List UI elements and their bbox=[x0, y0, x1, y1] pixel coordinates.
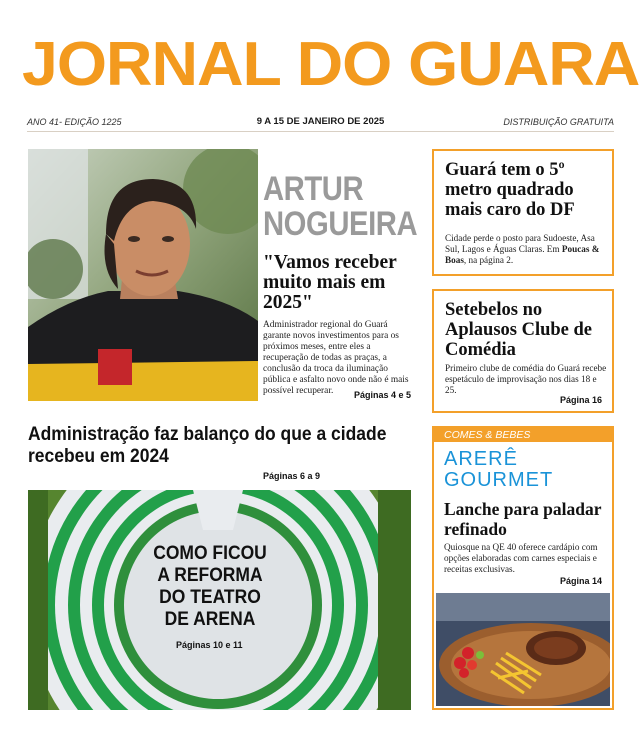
teatro-page-ref[interactable]: Páginas 10 e 11 bbox=[176, 640, 243, 650]
food-box[interactable] bbox=[432, 426, 614, 710]
comedy-box[interactable] bbox=[432, 289, 614, 413]
metro-headline[interactable]: Guará tem o 5º metro quadrado mais caro do DF bbox=[445, 160, 575, 220]
gourmet-brand: ARERÊ GOURMET bbox=[444, 448, 554, 491]
balanco-page-ref[interactable]: Páginas 6 a 9 bbox=[263, 471, 321, 481]
portrait-illustration bbox=[28, 149, 258, 401]
metro-box[interactable] bbox=[432, 149, 614, 276]
distribution-note: DISTRIBUIÇÃO GRATUITA bbox=[503, 117, 614, 127]
comedy-page-ref[interactable]: Página 16 bbox=[559, 395, 602, 405]
edition-dates: 9 A 15 DE JANEIRO DE 2025 bbox=[256, 116, 385, 127]
cover-lede: Administrador regional do Guará garante novos investimentos para os próximos meses, entre eles a recuperação de todas as praças, a conclusão da troca da iluminação pública e asfalto novo onde não é mais possível recuperar. bbox=[263, 320, 409, 396]
cover-name: ARTUR NOGUEIRA bbox=[263, 170, 418, 243]
metro-text-end: , na página 2. bbox=[463, 255, 514, 265]
cover-quote[interactable]: "Vamos receber muito mais em 2025" bbox=[263, 252, 397, 313]
metro-text bbox=[445, 233, 610, 266]
food-page-ref[interactable]: Página 14 bbox=[559, 576, 602, 586]
balanco-headline[interactable]: Administração faz balanço do que a cidade recebeu em 2024 bbox=[28, 424, 387, 467]
comedy-headline[interactable]: Setebelos no Aplausos Clube de Comédia bbox=[445, 300, 593, 360]
edition-strap bbox=[27, 114, 614, 132]
food-photo[interactable] bbox=[436, 593, 610, 706]
section-tag: COMES & BEBES bbox=[434, 428, 612, 442]
comedy-text: Primeiro clube de comédia do Guará recebe espetáculo de improvisação nos dias 18 e 25. bbox=[445, 363, 607, 395]
food-illustration bbox=[436, 593, 610, 706]
food-headline[interactable]: Lanche para paladar refinado bbox=[444, 499, 602, 539]
teatro-headline[interactable]: COMO FICOU A REFORMA DO TEATRO DE ARENA bbox=[153, 543, 267, 630]
edition-number: ANO 41- EDIÇÃO 1225 bbox=[27, 117, 122, 127]
metro-text-start: Cidade perde o posto para Sudoeste, Asa Sul, Lagos e Águas Claras. Em bbox=[445, 233, 595, 254]
metro-column-name: Poucas & Boas bbox=[445, 244, 600, 265]
cover-photo[interactable] bbox=[28, 149, 258, 401]
masthead-title: JORNAL DO GUARA bbox=[22, 30, 640, 99]
cover-page-ref[interactable]: Páginas 4 e 5 bbox=[354, 390, 412, 400]
food-text: Quiosque na QE 40 oferece cardápio com opções elaboradas com carnes especiais e receitas exclusivas. bbox=[444, 542, 598, 574]
